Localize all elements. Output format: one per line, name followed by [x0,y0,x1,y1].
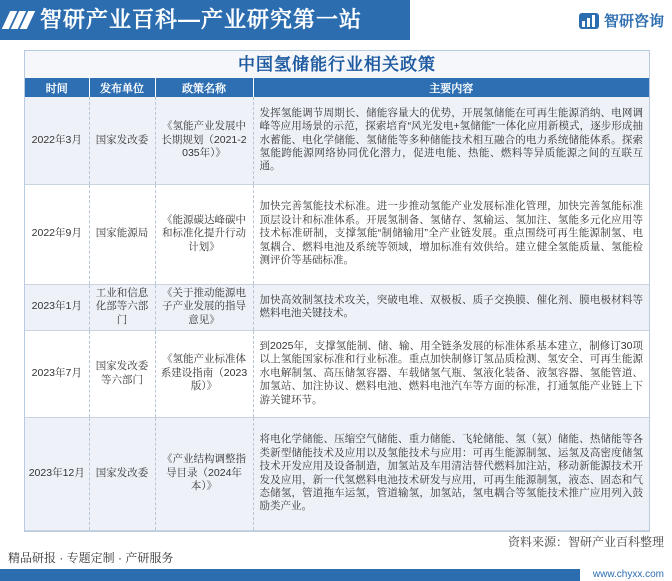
cell-policy-name: 《氢能产业标准体系建设指南（2023版）》 [155,330,253,417]
zhiyan-logo-icon [578,12,600,30]
header-stripes-icon [6,11,31,29]
column-header-content: 主要内容 [253,78,649,97]
column-header-name: 政策名称 [155,78,253,97]
table-row [25,284,649,330]
brand-name: 智研咨询 [603,13,664,30]
cell-time: 2023年12月 [25,417,89,530]
cell-time: 2022年9月 [25,184,89,284]
header-slant [388,0,412,40]
table-row [25,184,649,284]
site-title: 智研产业百科—产业研究第一站 [40,7,363,32]
cell-unit: 国家发改委等六部门 [89,330,155,417]
column-header-time: 时间 [25,78,89,97]
cell-policy-name: 《能源碳达峰碳中和标准化提升行动计划》 [155,184,253,284]
policy-table [25,78,649,531]
footer [0,547,672,581]
cell-unit: 国家发改委 [89,417,155,530]
table-title: 中国氢储能行业相关政策 [25,51,649,78]
cell-content: 发挥氢能调节周期长、储能容量大的优势，开展氢储能在可再生能源消纳、电网调峰等应用场景的示范，探索培育“风光发电+氢储能”一体化应用新模式，逐步形成抽水蓄能、电化学储能、氢储能等多种储能技术相互融合的电力系统储能体系。探索氢能跨能源网络协同优化潜力，促进电能、热能、燃料等异质能源之间的互联互通。 [253,97,649,184]
source-note: 资料来源：智研产业百科整理 [507,535,664,549]
cell-content: 加快完善氢能技术标准。进一步推动氢能产业发展标准化管理，加快完善氢能标准顶层设计和标准体系。开展氢制备、氢储存、氢输运、氢加注、氢能多元化应用等技术标准研制，支撑氢能“制储输用”全产业链发展。重点围绕可再生能源制氢、电氢耦合、燃料电池及系统等领域，增加标准有效供给。建立健全氢能质量、氢能检测评价等基础标准。 [253,184,649,284]
cell-content: 到2025年，支撑氢能制、储、输、用全链条发展的标准体系基本建立，制修订30项以上氢能国家标准和行业标准。重点加快制修订氢品质检测、氢安全、可再生能源水电解制氢、高压储氢容器、车载储氢气瓶、氢液化装备、液氢容器、氢能管道、加氢站、加注协议、燃料电池、燃料电池汽车等方面的标准，打通氢能产业链上下游关键环节。 [253,330,649,417]
brand[interactable] [578,10,664,31]
cell-policy-name: 《关于推动能源电子产业发展的指导意见》 [155,284,253,330]
policy-card [24,50,650,532]
cell-time: 2023年7月 [25,330,89,417]
cell-policy-name: 《产业结构调整指导目录（2024年本）》 [155,417,253,530]
table-header-row [25,78,649,97]
cell-content: 将电化学储能、压缩空气储能、重力储能、飞轮储能、氢（氨）储能、热储能等各类新型储能技术及应用以及氢能技术与应用：可再生能源制氢、运氢及高密度储氢技术开发应用及设备制造，加氢站及车用清洁替代燃料加注站，移动新能源技术开发及应用，新一代氢燃料电池技术研发与应用，可再生能源制氢，液态、固态和气态储氢，管道拖车运氢，管道输氢，加氢站，氢电耦合等氢能技术推广应用列入鼓励类产业。 [253,417,649,530]
table-row [25,97,649,184]
cell-unit: 国家发改委 [89,97,155,184]
footer-bar [0,569,672,581]
cell-unit: 国家能源局 [89,184,155,284]
table-row [25,417,649,530]
column-header-unit: 发布单位 [89,78,155,97]
cell-content: 加快高效制氢技术攻关，突破电堆、双极板、质子交换膜、催化剂、膜电极材料等燃料电池关键技术。 [253,284,649,330]
table-row [25,330,649,417]
footer-url-link[interactable]: www.chyxx.com [592,569,664,580]
cell-unit: 工业和信息化部等六部门 [89,284,155,330]
cell-time: 2023年1月 [25,284,89,330]
footer-tagline: 精品研报 · 专题定制 · 产研服务 [8,551,174,565]
cell-policy-name: 《氢能产业发展中长期规划（2021-2035年）》 [155,97,253,184]
cell-time: 2022年3月 [25,97,89,184]
